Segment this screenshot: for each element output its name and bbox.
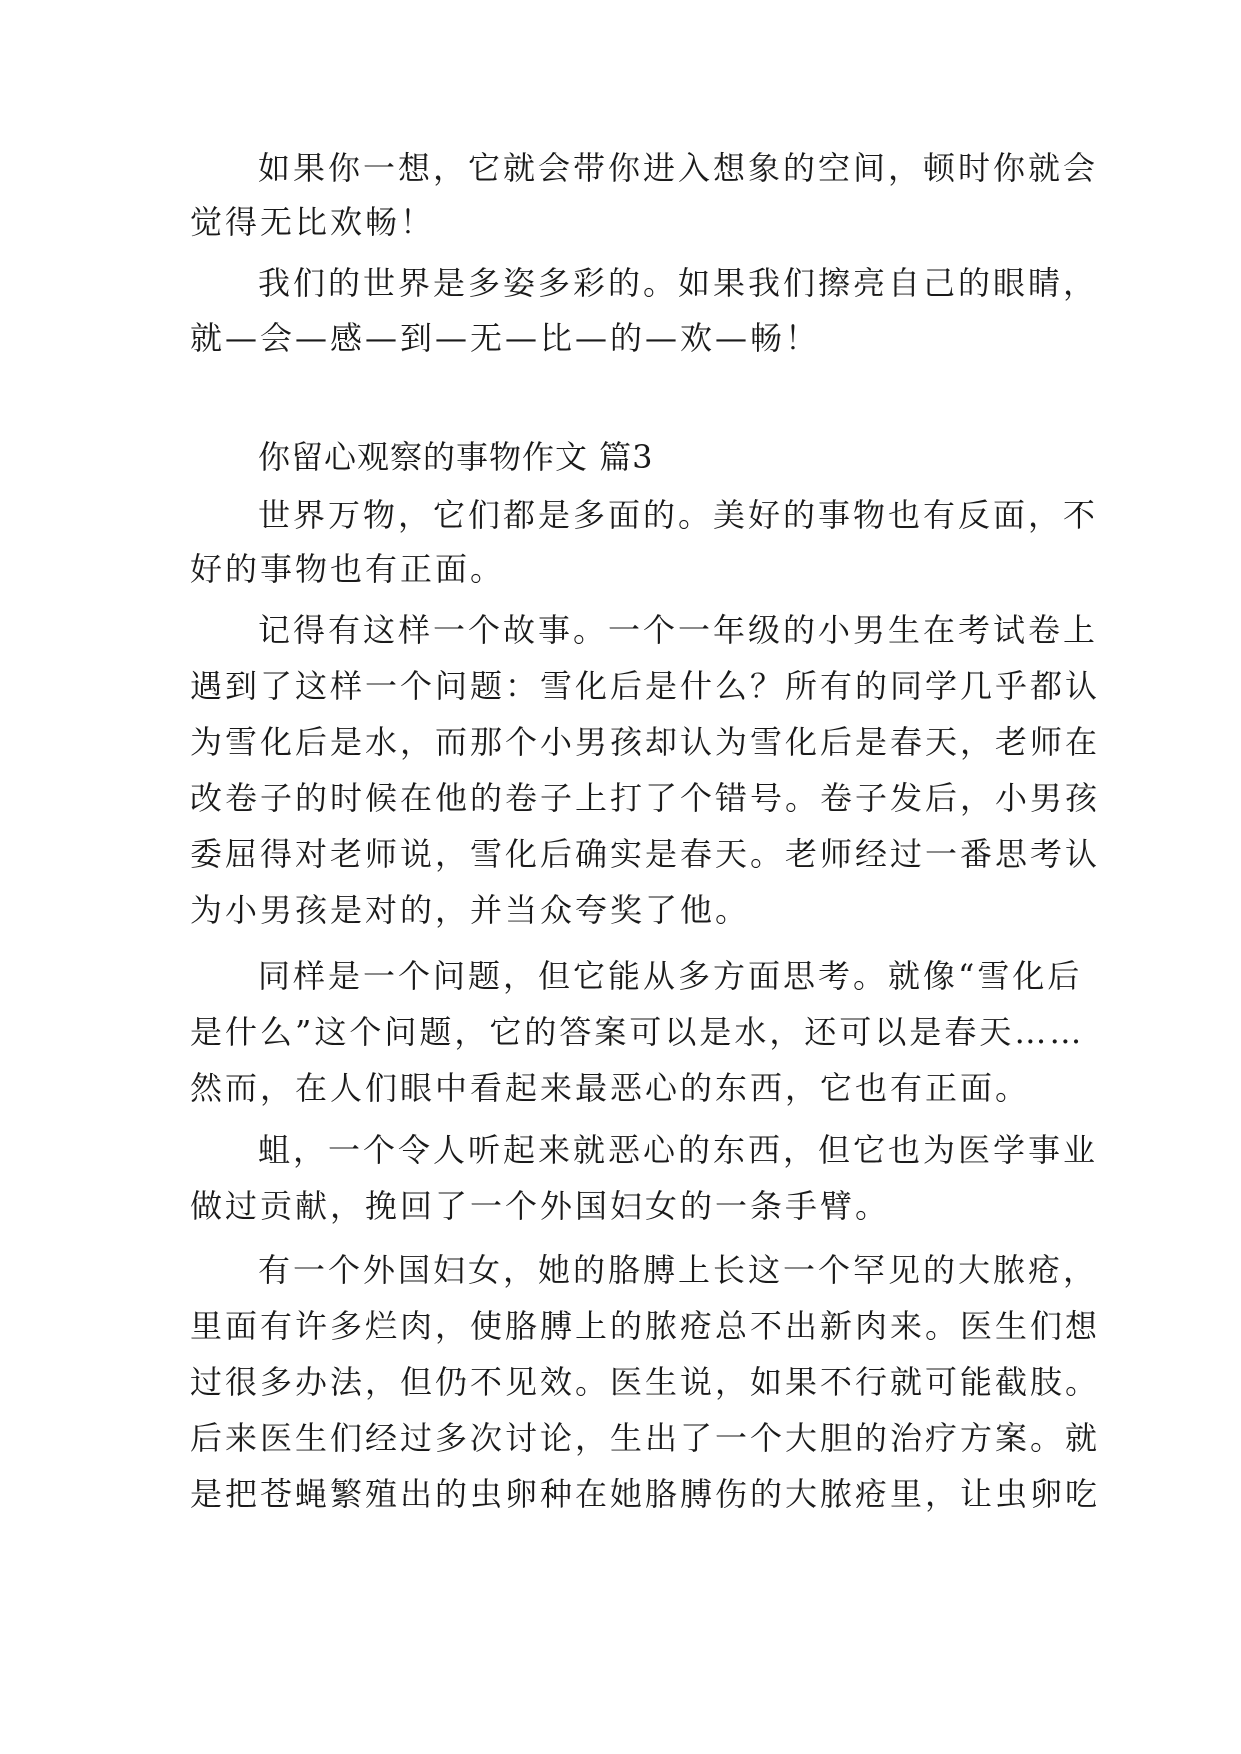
paragraph-3-line-2: 好的事物也有正面。 <box>190 550 506 588</box>
paragraph-5-line-3: 然而，在人们眼中看起来最恶心的东西，它也有正面。 <box>190 1069 1031 1107</box>
paragraph-5-line-2: 是什么”这个问题，它的答案可以是水，还可以是春天…… <box>190 1013 1085 1051</box>
paragraph-7-line-5: 是把苍蝇繁殖出的虫卵种在她胳膊伤的大脓疮里，让虫卵吃 <box>190 1475 1101 1513</box>
paragraph-4-line-1: 记得有这样一个故事。一个一年级的小男生在考试卷上 <box>258 611 1099 649</box>
paragraph-4-line-5: 委屈得对老师说，雪化后确实是春天。老师经过一番思考认 <box>190 835 1101 873</box>
paragraph-7-line-4: 后来医生们经过多次讨论，生出了一个大胆的治疗方案。就 <box>190 1419 1101 1457</box>
paragraph-2-line-1: 我们的世界是多姿多彩的。如果我们擦亮自己的眼睛， <box>258 264 1099 302</box>
paragraph-1-line-2: 觉得无比欢畅！ <box>190 203 436 241</box>
paragraph-7-line-3: 过很多办法，但仍不见效。医生说，如果不行就可能截肢。 <box>190 1363 1101 1401</box>
paragraph-4-line-4: 改卷子的时候在他的卷子上打了个错号。卷子发后，小男孩 <box>190 779 1101 817</box>
paragraph-1-line-1: 如果你一想，它就会带你进入想象的空间，顿时你就会 <box>258 149 1099 187</box>
paragraph-7-line-2: 里面有许多烂肉，使胳膊上的脓疮总不出新肉来。医生们想 <box>190 1307 1101 1345</box>
paragraph-4-line-2: 遇到了这样一个问题：雪化后是什么？所有的同学几乎都认 <box>190 667 1101 705</box>
section-heading: 你留心观察的事物作文 篇3 <box>258 438 654 476</box>
paragraph-2-line-2: 就—会—感—到—无—比—的—欢—畅！ <box>190 319 821 357</box>
paragraph-4-line-3: 为雪化后是水，而那个小男孩却认为雪化后是春天，老师在 <box>190 723 1101 761</box>
paragraph-3-line-1: 世界万物，它们都是多面的。美好的事物也有反面，不 <box>258 496 1099 534</box>
paragraph-6-line-2: 做过贡献，挽回了一个外国妇女的一条手臂。 <box>190 1187 891 1225</box>
paragraph-7-line-1: 有一个外国妇女，她的胳膊上长这一个罕见的大脓疮， <box>258 1251 1099 1289</box>
paragraph-6-line-1: 蛆，一个令人听起来就恶心的东西，但它也为医学事业 <box>258 1131 1099 1169</box>
paragraph-5-line-1: 同样是一个问题，但它能从多方面思考。就像“雪化后 <box>258 957 1083 995</box>
paragraph-4-line-6: 为小男孩是对的，并当众夸奖了他。 <box>190 891 751 929</box>
